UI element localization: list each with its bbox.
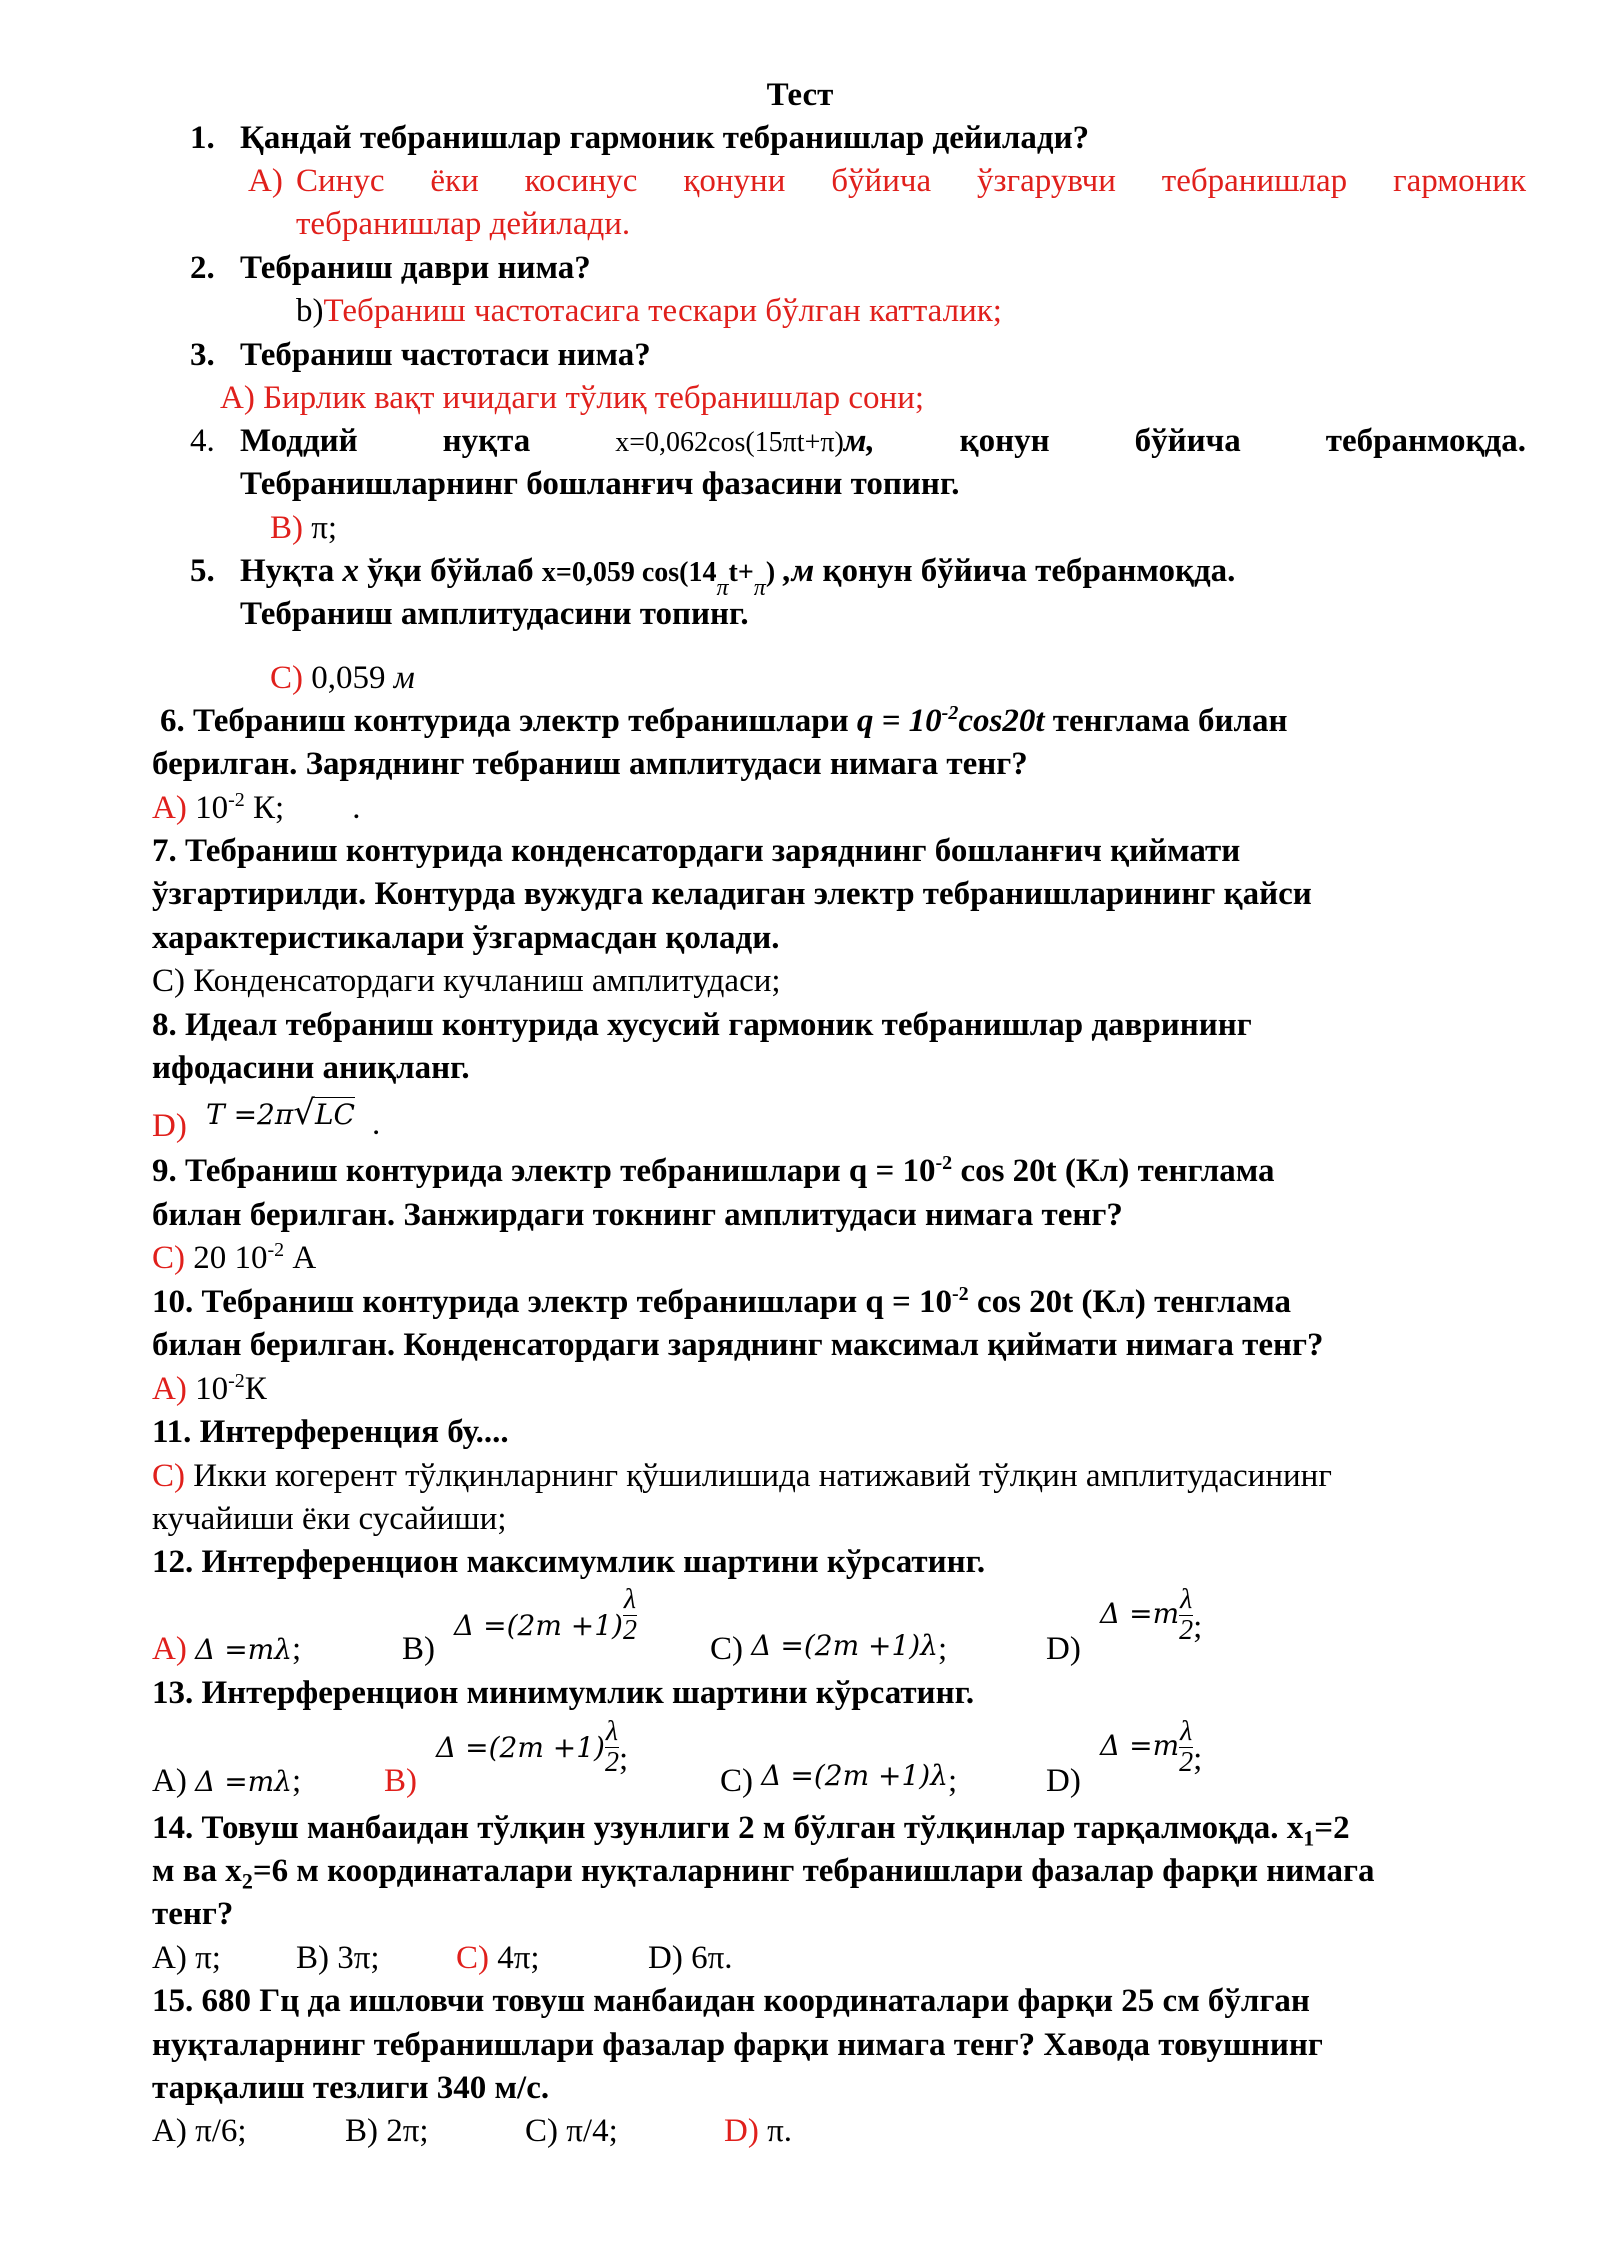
- q12-option-d-label: D): [1046, 1631, 1081, 1667]
- q12-option-c-sep: ;: [937, 1631, 948, 1667]
- q14-option-a: А) π;: [152, 1940, 221, 1976]
- q12-option-b-label: В): [402, 1631, 435, 1667]
- q6-question-line1: [160, 700, 1288, 743]
- q6-text: 6. Тебраниш контурида электр тебранишлари: [160, 703, 857, 739]
- q12-option-a: [152, 1628, 301, 1671]
- fraction-denominator: 2: [1179, 1615, 1194, 1646]
- q6-answer-text: 10: [186, 790, 229, 826]
- q12-option-c-formula: Δ =(2m +1)λ: [751, 1629, 938, 1662]
- q13-option-a-formula: Δ =mλ: [195, 1765, 292, 1798]
- q4-word: нуқта: [442, 423, 531, 459]
- q10-answer-unit: К: [244, 1371, 267, 1407]
- q9-question-line1: [152, 1150, 1275, 1193]
- q9-question-line2: билан берилган. Занжирдаги токнинг амплитудаси нимага тенг?: [152, 1197, 1123, 1233]
- q5-text: қонун бўйича тебранмоқда.: [814, 553, 1236, 589]
- q4-question-line1: [240, 420, 1526, 464]
- q5-pi-sub: π: [753, 575, 766, 601]
- q14-question-line2: [152, 1850, 1375, 1893]
- q9-answer-unit: А: [284, 1240, 317, 1276]
- q5-unit: ,м: [775, 553, 815, 589]
- q9-answer: [152, 1237, 316, 1280]
- q13-option-d-formula: [1100, 1717, 1202, 1778]
- q13-option-c: [720, 1760, 957, 1803]
- q4-formula: [615, 420, 874, 464]
- q4-formula-text: x=0,062cos(15πt+π): [615, 427, 844, 458]
- q4-number: 4.: [190, 423, 215, 459]
- q7-question-line2: ўзгартирилди. Контурда вужудга келадиган электр тебранишларининг қайси: [152, 876, 1312, 912]
- q13-option-b-label: В): [384, 1763, 417, 1799]
- q5-answer-unit: м: [393, 660, 415, 696]
- q10-question-line1: [152, 1281, 1291, 1324]
- q13-option-a-label: А): [152, 1763, 187, 1799]
- q4-word: бўйича: [1134, 423, 1241, 459]
- q12-option-d-text: Δ =m: [1100, 1597, 1180, 1631]
- q13-option-b-sep: ;: [618, 1741, 629, 1778]
- q11-answer-text: Икки когерент тўлқинларнинг қўшилишида натижавий тўлқин амплитудасининг: [185, 1458, 1332, 1494]
- q5-text: ўқи бўйлаб: [359, 553, 542, 589]
- page-title: Тест: [766, 77, 834, 113]
- q8-dot: .: [372, 1106, 381, 1142]
- q13-option-d-sep: ;: [1193, 1741, 1203, 1778]
- q11-question: 11. Интерференция бу....: [152, 1414, 509, 1450]
- q9-text: cos 20t (Кл) тенглама: [952, 1153, 1275, 1189]
- q11-answer-line2: кучайиши ёки сусайиши;: [152, 1501, 507, 1537]
- q5-text: Нуқта: [240, 553, 343, 589]
- q5-formula-c: ): [765, 557, 776, 588]
- q13-option-c-label: С): [720, 1763, 753, 1799]
- q13-option-c-formula: Δ =(2m +1)λ: [761, 1759, 948, 1792]
- q7-question-line3: характеристикалари ўзгармасдан қолади.: [152, 920, 780, 956]
- q8-answer-label: D): [152, 1108, 187, 1144]
- q10-answer-exponent: -2: [228, 1370, 245, 1392]
- q15-option-b: В) 2π;: [345, 2113, 429, 2149]
- q14-option-d: D) 6π.: [648, 1940, 733, 1976]
- q12-option-b-fraction: [623, 1585, 637, 1646]
- q5-number: 5.: [190, 553, 215, 589]
- fraction-denominator: 2: [1179, 1747, 1194, 1778]
- q12-question: 12. Интерференцион максимумлик шартини кўрсатинг.: [152, 1544, 986, 1580]
- q12-option-d-formula: [1100, 1585, 1202, 1646]
- q1-answer-line2: тебранишлар дейилади.: [296, 206, 631, 242]
- q6-formula-b: cos20t: [958, 703, 1045, 739]
- q10-answer-text: 10: [186, 1371, 229, 1407]
- q14-option-c-text: 4π;: [489, 1940, 540, 1976]
- q13-option-b-fraction: [605, 1717, 619, 1778]
- q13-option-b-text: Δ =(2m +1): [436, 1731, 605, 1765]
- q5-formula-a: x=0,059 cos(14: [541, 557, 717, 588]
- q13-option-c-sep: ;: [947, 1763, 958, 1799]
- q8-question-line2: ифодасини аниқланг.: [152, 1050, 470, 1086]
- q13-option-d-label: D): [1046, 1763, 1081, 1799]
- q4-answer-text: π;: [311, 510, 338, 546]
- q2-question: Тебраниш даври нима?: [240, 250, 591, 286]
- q5-answer: [270, 657, 415, 700]
- q5-answer-label: С): [270, 660, 303, 696]
- q7-answer: С) Конденсатордаги кучланиш амплитудаси;: [152, 963, 781, 999]
- q14-subscript: 2: [241, 1868, 253, 1894]
- q4-answer-label: В): [270, 510, 303, 546]
- q15-option-d-label: D): [724, 2113, 759, 2149]
- q13-option-a: [152, 1760, 301, 1803]
- q8-answer: [152, 1105, 187, 1148]
- fraction-numerator: λ: [1180, 1716, 1193, 1747]
- q4-question-line2: Тебранишларнинг бошланғич фазасини топинг.: [240, 466, 960, 502]
- q5-question-line2: Тебраниш амплитудасини топинг.: [240, 596, 749, 632]
- fraction-denominator: 2: [604, 1747, 619, 1778]
- q4-unit: м,: [843, 423, 875, 459]
- q14-text: м ва x: [152, 1853, 242, 1889]
- q5-axis: х: [342, 553, 360, 589]
- q6-answer: [152, 787, 360, 830]
- q4-word: тебранмоқда.: [1325, 423, 1526, 459]
- q4-word: қонун: [959, 423, 1050, 459]
- q11-answer-label: С): [152, 1458, 185, 1494]
- q10-answer-label: А): [152, 1371, 187, 1407]
- q8-formula: [206, 1092, 355, 1136]
- q3-number: 3.: [190, 337, 215, 373]
- q12-option-a-label: А): [152, 1631, 187, 1667]
- q1-number: 1.: [190, 120, 215, 156]
- q6-answer-exponent: -2: [228, 789, 245, 811]
- q5-answer-text: 0,059: [303, 660, 394, 696]
- q8-question-line1: 8. Идеал тебраниш контурида хусусий гармоник тебранишлар даврининг: [152, 1007, 1252, 1043]
- q14-option-c-label: С): [456, 1940, 489, 1976]
- q12-option-c-label: С): [710, 1631, 743, 1667]
- q14-question-line1: [152, 1807, 1350, 1850]
- q6-formula-a: q = 10: [856, 703, 942, 739]
- q1-question: Қандай тебранишлар гармоник тебранишлар дейилади?: [240, 120, 1090, 156]
- q8-formula-text: T =2π: [206, 1098, 294, 1131]
- q1-answer-label: А): [248, 163, 283, 199]
- q12-option-b-formula: [454, 1585, 637, 1646]
- q14-question-line3: тенг?: [152, 1896, 234, 1932]
- q14-text: 14. Товуш манбаидан тўлқин узунлиги 2 м бўлган тўлқинлар тарқалмоқда. x: [152, 1810, 1304, 1846]
- q13-option-a-sep: ;: [291, 1763, 302, 1799]
- q5-formula-b: t+: [728, 557, 754, 588]
- q15-option-d: [724, 2110, 792, 2153]
- q15-option-a: А) π/6;: [152, 2113, 247, 2149]
- q14-text: =2: [1314, 1810, 1350, 1846]
- q1-answer-line1: Синус ёки косинус қонуни бўйича ўзгарувчи тебранишлар гармоник: [296, 163, 1526, 199]
- q12-option-c: [710, 1628, 947, 1671]
- q4-word: Моддий: [240, 423, 358, 459]
- q8-root-content: LC: [314, 1098, 355, 1131]
- q15-question-line2: нуқталарнинг тебранишлари фазалар фарқи нимага тенг? Хавода товушнинг: [152, 2027, 1323, 2063]
- q9-exponent: -2: [935, 1152, 953, 1174]
- q14-option-c: [456, 1937, 540, 1980]
- q2-answer-label: b): [296, 293, 324, 329]
- q3-question: Тебраниш частотаси нима?: [240, 337, 651, 373]
- q10-text: 10. Тебраниш контурида электр тебранишлари q = 10: [152, 1284, 953, 1320]
- q10-answer: [152, 1368, 267, 1411]
- q14-subscript: 1: [1303, 1825, 1315, 1851]
- q12-option-d-fraction: [1179, 1585, 1193, 1646]
- q6-answer-dot: .: [352, 790, 361, 826]
- q3-answer: А) Бирлик вақт ичидаги тўлиқ тебранишлар сони;: [220, 380, 925, 416]
- fraction-numerator: λ: [623, 1584, 637, 1615]
- q13-question: 13. Интерференцион минимумлик шартини кўрсатинг.: [152, 1675, 975, 1711]
- q13-option-b-formula: [436, 1717, 628, 1778]
- q13-option-d-text: Δ =m: [1100, 1729, 1180, 1763]
- q6-question-line2: берилган. Заряднинг тебраниш амплитудаси нимага тенг?: [152, 746, 1028, 782]
- q9-text: 9. Тебраниш контурида электр тебранишлари q = 10: [152, 1153, 936, 1189]
- q13-option-d-fraction: [1179, 1717, 1193, 1778]
- q15-option-c: С) π/4;: [525, 2113, 618, 2149]
- q12-option-d-sep: ;: [1193, 1609, 1203, 1646]
- sqrt-icon: √: [293, 1093, 315, 1133]
- q4-answer: [270, 507, 337, 550]
- q6-answer-label: А): [152, 790, 187, 826]
- q10-exponent: -2: [952, 1283, 969, 1305]
- q2-answer-text: Тебраниш частотасига тескари бўлган катталик;: [323, 293, 1002, 329]
- q5-formula: [541, 557, 776, 601]
- q6-answer-unit: К;: [244, 790, 285, 826]
- fraction-denominator: 2: [622, 1615, 637, 1646]
- q14-option-b: В) 3π;: [296, 1940, 380, 1976]
- q15-question-line3: тарқалиш тезлиги 340 м/с.: [152, 2070, 550, 2106]
- q9-answer-label: С): [152, 1240, 185, 1276]
- q15-option-d-text: π.: [758, 2113, 792, 2149]
- q6-text: тенглама билан: [1044, 703, 1288, 739]
- q9-answer-text: 20 10: [185, 1240, 268, 1276]
- q6-exponent: -2: [941, 702, 959, 724]
- q10-text: cos 20t (Кл) тенглама: [968, 1284, 1292, 1320]
- q12-option-b-text: Δ =(2m +1): [454, 1609, 623, 1643]
- q15-question-line1: 15. 680 Гц да ишловчи товуш манбаидан координаталари фарқи 25 см бўлган: [152, 1983, 1310, 2019]
- q5-question-line1: [240, 550, 1236, 601]
- fraction-numerator: λ: [1180, 1584, 1193, 1615]
- q10-question-line2: билан берилган. Конденсатордаги заряднинг максимал қиймати нимага тенг?: [152, 1327, 1324, 1363]
- q9-answer-exponent: -2: [267, 1239, 285, 1261]
- q14-text: =6 м координаталари нуқталарнинг тебранишлари фазалар фарқи нимага: [252, 1853, 1375, 1889]
- fraction-numerator: λ: [605, 1716, 619, 1747]
- q5-pi-sub: π: [716, 575, 729, 601]
- q12-option-a-sep: ;: [291, 1631, 302, 1667]
- q2-answer: [296, 290, 1002, 333]
- q7-question-line1: 7. Тебраниш контурида конденсатордаги заряднинг бошланғич қиймати: [152, 833, 1241, 869]
- q11-answer-line1: [152, 1455, 1332, 1498]
- q12-option-a-formula: Δ =mλ: [195, 1633, 292, 1666]
- q2-number: 2.: [190, 250, 215, 286]
